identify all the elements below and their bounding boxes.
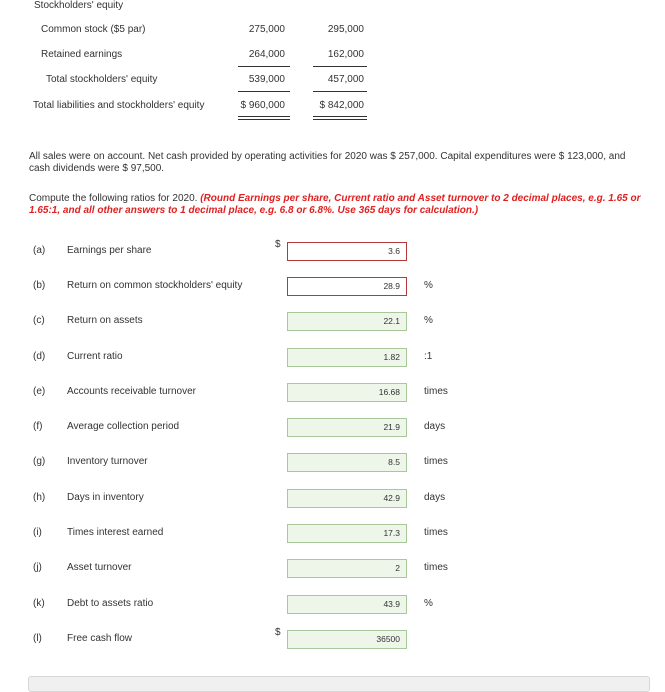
subtotal-rule — [238, 66, 290, 67]
ratio-label: Current ratio — [67, 351, 123, 362]
total-double-rule — [313, 116, 367, 117]
ratio-letter: (k) — [33, 598, 45, 609]
ratio-letter: (h) — [33, 492, 46, 503]
answer-input[interactable]: 28.9 — [287, 277, 407, 296]
bs-value-2019: 162,000 — [327, 49, 364, 60]
bs-value-2020: $ 960,000 — [240, 100, 285, 111]
ratio-label: Free cash flow — [67, 633, 133, 644]
unit-label: times — [424, 562, 448, 573]
bs-row-label: Total stockholders' equity — [46, 74, 158, 85]
ratio-letter: (e) — [33, 386, 46, 397]
unit-label: % — [424, 280, 433, 291]
answer-input[interactable]: 36500 — [287, 630, 407, 649]
unit-label: times — [424, 456, 448, 467]
dollar-sign: $ — [275, 239, 281, 250]
ratio-label: Days in inventory — [67, 492, 144, 503]
info-text: All sales were on account. Net cash provided by operating activities for 2020 was $ 257,000. Capital expenditures were $ 123,000, and cash dividends were $ 97,500. — [29, 151, 626, 174]
ratio-letter: (a) — [33, 245, 46, 256]
ratio-letter: (j) — [33, 562, 42, 573]
bottom-panel — [28, 676, 650, 692]
ratio-label: Accounts receivable turnover — [67, 386, 196, 397]
instructions — [29, 193, 649, 217]
answer-input[interactable]: 43.9 — [287, 595, 407, 614]
bs-value-2019: 295,000 — [327, 24, 364, 35]
total-double-rule — [238, 116, 290, 117]
ratio-label: Earnings per share — [67, 245, 152, 256]
answer-input[interactable]: 2 — [287, 559, 407, 578]
subtotal-rule — [313, 91, 367, 92]
ratio-letter: (c) — [33, 315, 45, 326]
unit-label: :1 — [424, 351, 433, 362]
bs-row-label: Common stock ($5 par) — [41, 24, 146, 35]
answer-input[interactable]: 17.3 — [287, 524, 407, 543]
ratio-letter: (i) — [33, 527, 42, 538]
ratio-label: Debt to assets ratio — [67, 598, 154, 609]
ratio-label: Return on common stockholders' equity — [67, 280, 243, 291]
answer-input[interactable]: 1.82 — [287, 348, 407, 367]
bs-value-2020: 275,000 — [248, 24, 285, 35]
ratio-label: Asset turnover — [67, 562, 132, 573]
unit-label: % — [424, 315, 433, 326]
unit-label: days — [424, 421, 446, 432]
bs-value-2020: 539,000 — [248, 74, 285, 85]
total-double-rule — [313, 119, 367, 120]
stockholders-equity-heading: Stockholders' equity — [34, 0, 124, 11]
ratio-label: Average collection period — [67, 421, 180, 432]
bs-value-2020: 264,000 — [248, 49, 285, 60]
instructions-lead: Compute the following ratios for 2020. — [29, 193, 201, 204]
ratio-letter: (l) — [33, 633, 42, 644]
ratio-letter: (b) — [33, 280, 46, 291]
ratio-label: Inventory turnover — [67, 456, 148, 467]
ratio-label: Times interest earned — [67, 527, 164, 538]
answer-input[interactable]: 21.9 — [287, 418, 407, 437]
answer-input[interactable]: 3.6 — [287, 242, 407, 261]
dollar-sign: $ — [275, 627, 281, 638]
answer-input[interactable]: 8.5 — [287, 453, 407, 472]
ratio-label: Return on assets — [67, 315, 143, 326]
bs-row-label: Retained earnings — [41, 49, 123, 60]
unit-label: days — [424, 492, 446, 503]
answer-input[interactable]: 16.68 — [287, 383, 407, 402]
bs-value-2019: 457,000 — [327, 74, 364, 85]
answer-input[interactable]: 22.1 — [287, 312, 407, 331]
subtotal-rule — [313, 66, 367, 67]
total-double-rule — [238, 119, 290, 120]
unit-label: times — [424, 527, 448, 538]
ratio-letter: (f) — [33, 421, 43, 432]
ratio-letter: (d) — [33, 351, 46, 362]
subtotal-rule — [238, 91, 290, 92]
bs-row-label: Total liabilities and stockholders' equity — [33, 100, 205, 111]
unit-label: times — [424, 386, 448, 397]
answer-input[interactable]: 42.9 — [287, 489, 407, 508]
ratio-letter: (g) — [33, 456, 46, 467]
rounding-note: (Round Earnings per share, Current ratio and Asset turnover to 2 decimal places, e.g. 1.65 or 1.65:1, and all other answers to 1 decimal place, e.g. 6.8 or 6.8%. Use 365 days for calculation.) — [29, 193, 641, 216]
bs-value-2019: $ 842,000 — [319, 100, 364, 111]
unit-label: % — [424, 598, 433, 609]
